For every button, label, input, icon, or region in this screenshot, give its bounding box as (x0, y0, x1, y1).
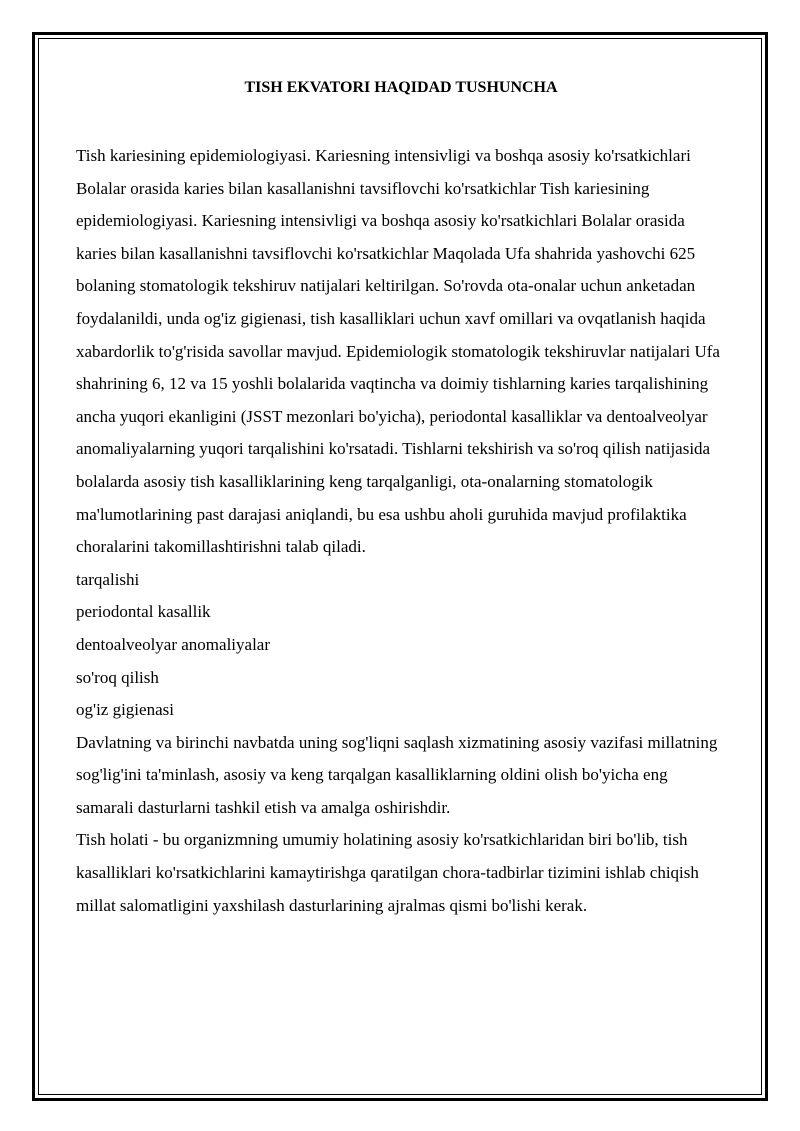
keyword-item: so'roq qilish (76, 667, 159, 687)
paragraph-intro: Tish kariesining epidemiologiyasi. Kariesning intensivligi va boshqa asosiy ko'rsatkichlari Bolalar orasida karies bilan kasallanishni tavsiflovchi ko'rsatkichlar Tish kariesining epidemiologiyasi. Kariesning intensivligi va boshqa asosiy ko'rsatkichlari Bolalar orasida karies bilan kasallanishni tavsiflovchi ko'rsatkichlar Maqolada Ufa shahrida yashovchi 625 bolaning stomatologik tekshiruv natijalari keltirilgan. So'rovda ota-onalar uchun anketadan foydalanildi, unda og'iz gigienasi, tish kasalliklari uchun xavf omillari va ovqatlanish haqida xabardorlik to'g'risida savollar mavjud. Epidemiologik stomatologik tekshiruvlar natijalari Ufa shahrining 6, 12 va 15 yoshli bolalarida vaqtincha va doimiy tishlarning karies tarqalishining ancha yuqori ekanligini (JSST mezonlari bo'yicha), periodontal kasalliklar va dentoalveolyar anomaliyalarning yuqori tarqalishini ko'rsatadi. Tishlarni tekshirish va so'roq qilish natijasida bolalarda asosiy tish kasalliklarining keng tarqalganligi, ota-onalarning stomatologik ma'lumotlarining past darajasi aniqlandi, bu esa ushbu aholi guruhida mavjud profilaktika choralarini takomillashtirishni talab qiladi. (76, 146, 720, 557)
keyword-list (76, 564, 726, 727)
keyword-item: periodontal kasallik (76, 602, 211, 622)
document-title: TISH EKVATORI HAQIDAD TUSHUNCHA (244, 79, 558, 96)
keyword-item: tarqalishi (76, 569, 140, 589)
paragraph-dental-health: Tish holati - bu organizmning umumiy holatining asosiy ko'rsatkichlaridan biri bo'lib, tish kasalliklari ko'rsatkichlarini kamaytirishga qaratilgan chora-tadbirlar tizimini ishlab chiqish millat salomatligini yaxshilash dasturlarining ajralmas qismi bo'lishi kerak. (76, 830, 699, 915)
document-body (76, 76, 726, 922)
keyword-item: dentoalveolyar anomaliyalar (76, 634, 270, 654)
paragraph-state-duty: Davlatning va birinchi navbatda uning sog'liqni saqlash xizmatining asosiy vazifasi millatning sog'lig'ini ta'minlash, asosiy va keng tarqalgan kasalliklarning oldini olish bo'yicha eng samarali dasturlarni tashkil etish va amalga oshirishdir. (76, 732, 718, 817)
keyword-item: og'iz gigienasi (76, 700, 174, 720)
